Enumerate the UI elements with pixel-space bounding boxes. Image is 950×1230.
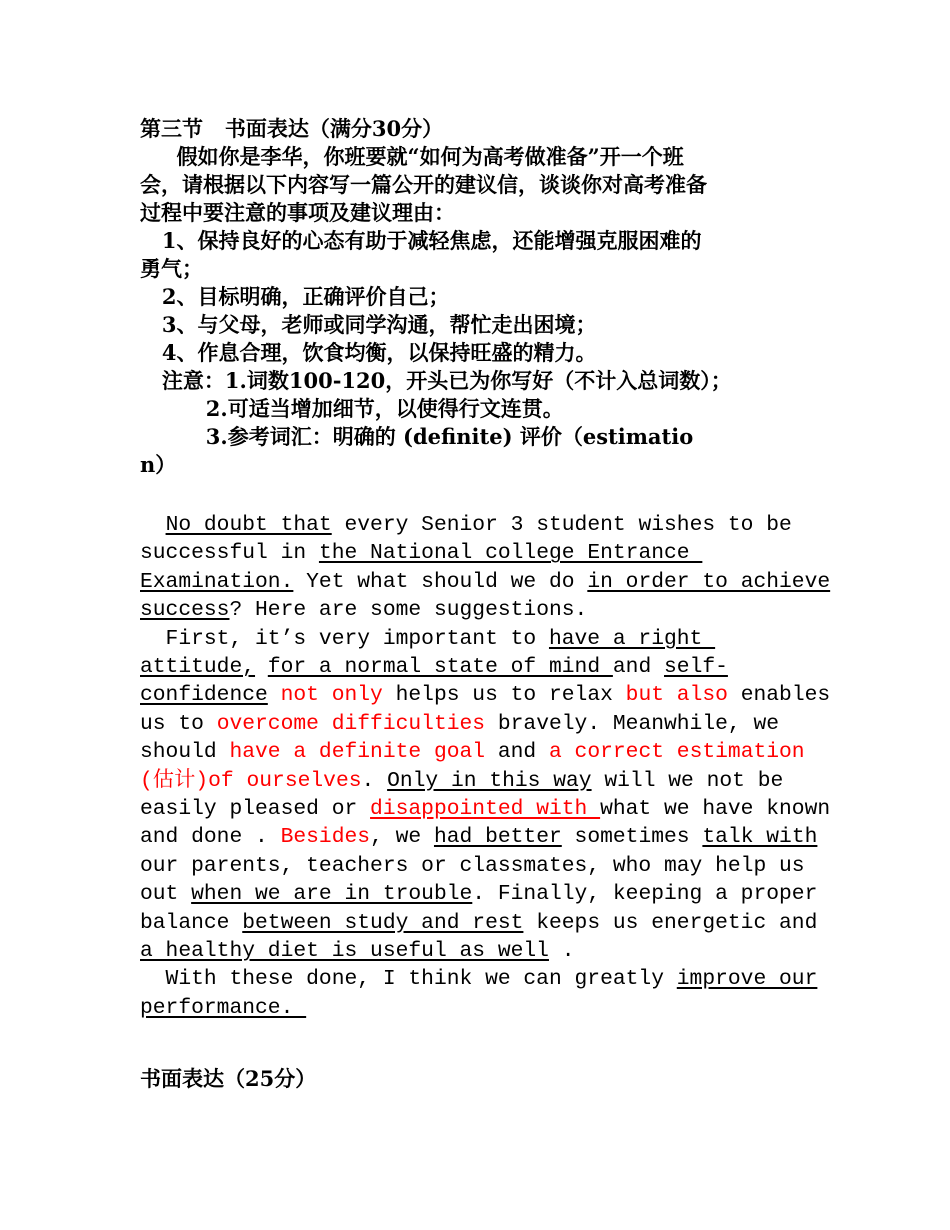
note-line: n）	[140, 452, 177, 477]
essay-text: balance	[140, 910, 243, 935]
essay-line	[140, 965, 817, 993]
prompt-line: 1、保持良好的心态有助于减轻焦虑，还能增强克服困难的	[140, 228, 702, 253]
essay-line	[140, 909, 817, 937]
essay-text: .	[548, 939, 575, 963]
underlined-phrase: had better	[433, 825, 562, 850]
underlined-phrase: No doubt that	[165, 513, 332, 537]
essay-text: enables	[727, 683, 831, 708]
essay-line	[140, 937, 575, 965]
key-phrase: but also	[625, 683, 728, 708]
essay-text: sometimes	[561, 825, 703, 850]
key-phrase: (估计)of ourselves	[140, 768, 362, 793]
essay-line	[140, 653, 728, 681]
essay-line	[140, 681, 830, 709]
essay-line	[140, 625, 715, 653]
essay-line	[140, 568, 830, 596]
underlined-phrase: a healthy diet is useful as well	[140, 939, 549, 963]
essay-text: and	[485, 740, 549, 765]
essay-text	[268, 683, 281, 707]
key-phrase: not only	[280, 683, 383, 708]
essay-text: our parents, teachers or classmates, who may help us	[140, 853, 805, 878]
essay-line	[140, 795, 830, 823]
underlined-phrase: between study and rest	[242, 910, 524, 935]
essay-text: First, it’s very important to	[140, 626, 549, 651]
prompt-line: 过程中要注意的事项及建议理由：	[140, 200, 455, 225]
essay-line	[140, 596, 587, 624]
essay-text: every Senior 3 student wishes to be	[331, 513, 792, 537]
essay-text: .	[361, 768, 388, 793]
prompt-line: 假如你是李华，你班要就“如何为高考做准备”开一个班	[140, 144, 684, 169]
essay-text	[140, 513, 166, 537]
essay-line	[140, 880, 817, 908]
essay-line	[140, 539, 702, 567]
essay-text	[255, 655, 268, 679]
underlined-phrase: Only in this way	[387, 768, 592, 793]
essay-text: . Finally, keeping a proper	[472, 882, 818, 907]
underlined-phrase: success	[140, 598, 230, 623]
underlined-phrase: attitude,	[140, 655, 256, 679]
essay-text: Yet what should we do	[293, 569, 588, 594]
essay-line	[140, 852, 805, 880]
essay-text: should	[140, 740, 230, 765]
underlined-phrase: self-	[664, 655, 728, 679]
essay-line	[140, 994, 306, 1022]
essay-line	[140, 738, 805, 766]
essay-text: , we	[370, 825, 434, 850]
essay-text: helps us to relax	[382, 683, 626, 708]
note-line: 注意：1.词数100-120，开头已为你写好（不计入总词数）；	[140, 368, 732, 393]
prompt-line: 2、目标明确，正确评价自己；	[140, 284, 450, 309]
essay-text: what we have known	[600, 797, 831, 821]
prompt-line: 4、作息合理，饮食均衡，以保持旺盛的精力。	[140, 340, 597, 365]
essay-text: and done .	[140, 825, 281, 850]
underlined-phrase: confidence	[140, 683, 268, 708]
key-phrase: Besides	[280, 825, 371, 850]
note-line: 3.参考词汇：明确的 (definite) 评价（estimatio	[140, 424, 694, 449]
underlined-phrase: the National college Entrance	[318, 541, 703, 566]
essay-text: successful in	[140, 541, 319, 566]
essay-text: With these done, I think we can greatly	[140, 967, 677, 992]
essay-line	[140, 710, 779, 738]
underlined-phrase: Examination.	[140, 569, 294, 594]
underlined-phrase: for a normal state of mind	[267, 655, 613, 679]
essay-text: ? Here are some suggestions.	[229, 598, 588, 623]
essay-text: us to	[140, 711, 217, 736]
prompt-line: 勇气；	[140, 256, 203, 281]
key-phrase: overcome difficulties	[216, 711, 486, 736]
key-phrase: a correct estimation	[548, 740, 805, 765]
essay-text: keeps us energetic and	[523, 910, 818, 935]
note-line: 2.可适当增加细节，以使得行文连贯。	[140, 396, 564, 421]
essay-text: will we not be	[591, 768, 784, 793]
underlined-phrase: performance.	[140, 995, 307, 1020]
underlined-phrase: improve our	[676, 967, 818, 992]
essay-text: out	[140, 882, 192, 907]
underlined-phrase: have a right	[548, 626, 716, 651]
essay-line	[140, 511, 792, 539]
essay-text: and	[612, 655, 665, 679]
underlined-phrase: talk with	[702, 825, 818, 850]
key-phrase: have a definite goal	[229, 740, 486, 765]
next-section-heading: 书面表达（25分）	[140, 1066, 317, 1091]
key-phrase-underlined: disappointed with	[370, 797, 601, 821]
underlined-phrase: in order to achieve	[587, 569, 831, 594]
prompt-line: 会，请根据以下内容写一篇公开的建议信，谈谈你对高考准备	[140, 172, 707, 197]
essay-line	[140, 823, 817, 851]
underlined-phrase: when we are in trouble	[191, 882, 473, 907]
essay-line	[140, 767, 783, 795]
prompt-line: 3、与父母，老师或同学沟通，帮忙走出困境；	[140, 312, 597, 337]
essay-text: easily pleased or	[140, 797, 371, 821]
essay-text: bravely. Meanwhile, we	[485, 711, 780, 736]
section-heading: 第三节 书面表达（满分30分）	[140, 116, 444, 141]
